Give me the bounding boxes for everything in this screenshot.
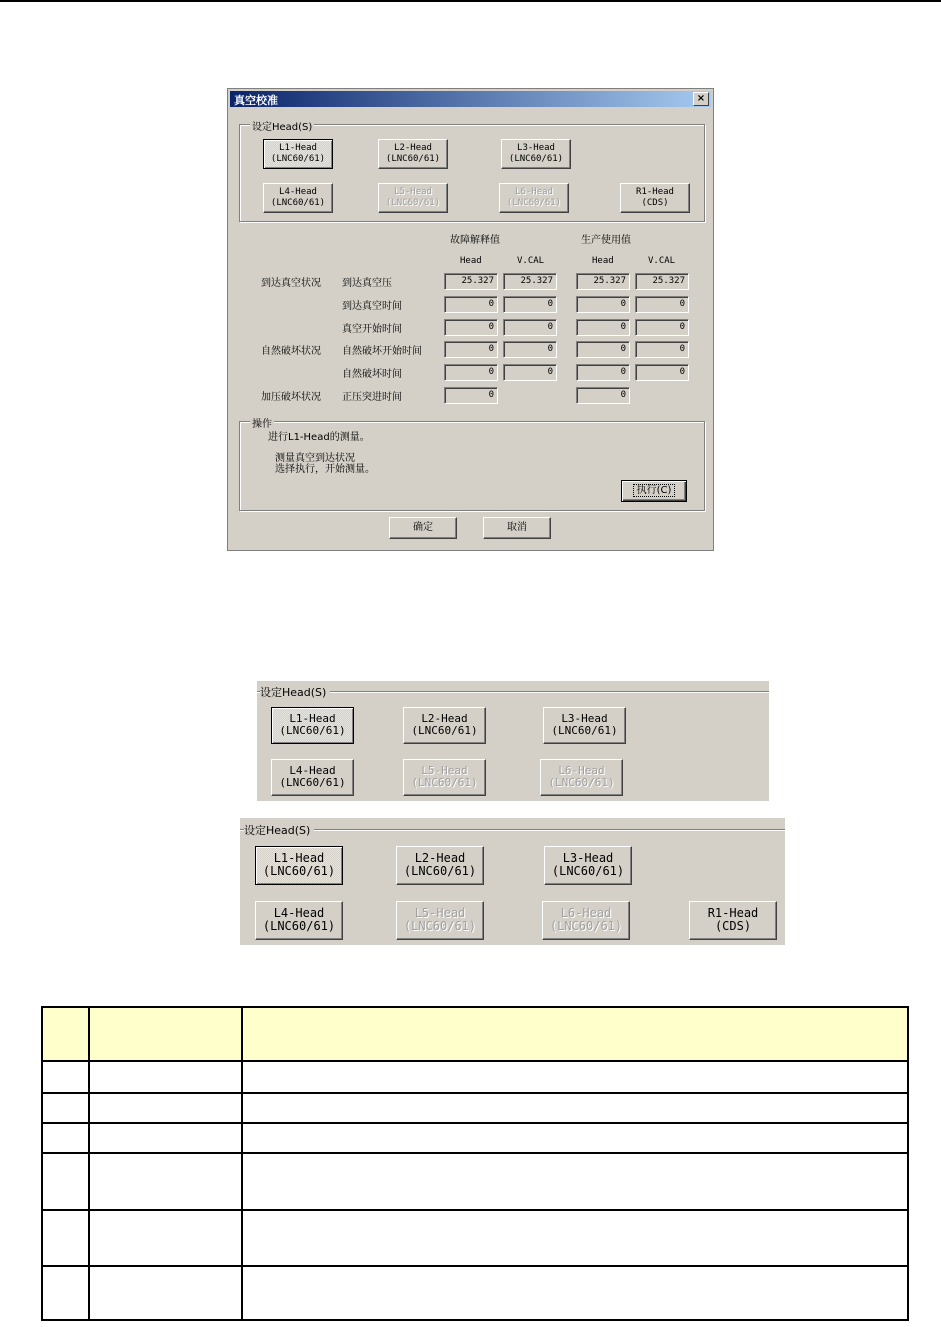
crop1-l1-head-button[interactable]: L1-Head (LNC60/61) [271,707,354,744]
value-field: 25.327 [444,273,498,290]
crop2-l1-head-button[interactable]: L1-Head (LNC60/61) [255,846,343,885]
value-field: 0 [503,296,557,313]
value-field: 0 [635,364,689,381]
r1-head-button[interactable]: R1-Head (CDS) [620,183,690,213]
table-cell [242,1061,908,1093]
value-field: 0 [635,296,689,313]
head-group-crop-six [257,681,769,801]
value-field: 0 [576,341,630,358]
table-cell [89,1266,242,1320]
crop2-l3-head-button[interactable]: L3-Head (LNC60/61) [544,846,632,885]
crop1-l2-head-button[interactable]: L2-Head (LNC60/61) [403,707,486,744]
ok-button[interactable]: 确定 [389,517,457,539]
table-row [42,1061,908,1093]
l1-head-button[interactable]: L1-Head (LNC60/61) [263,139,333,169]
operation-message-1: 进行L1-Head的测量。 [268,432,370,443]
crop2-l6-head-button[interactable]: L6-Head (LNC60/61) [542,901,630,940]
row-label: 真空开始时间 [342,324,402,335]
value-field: 25.327 [635,273,689,290]
execute-button[interactable] [621,480,687,502]
crop2-r1-head-button[interactable]: R1-Head (CDS) [689,901,777,940]
value-field: 25.327 [503,273,557,290]
row-label: 到达真空时间 [342,301,402,312]
section-reach-vacuum: 到达真空状况 [261,278,321,289]
column-vcal-2: V.CAL [648,256,676,266]
crop2-group-label: 设定Head(S) [244,822,314,838]
value-field: 0 [576,319,630,336]
table-header-cell [42,1007,89,1061]
table-cell [242,1093,908,1123]
crop1-l3-head-button[interactable]: L3-Head (LNC60/61) [543,707,626,744]
table-cell [242,1153,908,1210]
table-cell [89,1210,242,1266]
cancel-button[interactable]: 取消 [483,517,551,539]
value-field: 0 [503,364,557,381]
operation-message-3: 选择执行，开始测量。 [275,464,375,475]
table-row [42,1266,908,1320]
row-label: 自然破坏时间 [342,369,402,380]
table-cell [42,1153,89,1210]
value-field: 0 [444,319,498,336]
table-header-row [42,1007,908,1061]
value-field: 0 [503,319,557,336]
crop1-l5-head-button[interactable]: L5-Head (LNC60/61) [403,759,486,796]
value-field: 25.327 [576,273,630,290]
section-natural-break: 自然破坏状况 [261,346,321,357]
crop2-l2-head-button[interactable]: L2-Head (LNC60/61) [396,846,484,885]
section-pressure-break: 加压破坏状况 [261,392,321,403]
value-field: 0 [444,341,498,358]
l3-head-button[interactable]: L3-Head (LNC60/61) [501,139,571,169]
table-cell [42,1093,89,1123]
l2-head-button[interactable]: L2-Head (LNC60/61) [378,139,448,169]
crop1-l6-head-button[interactable]: L6-Head (LNC60/61) [540,759,623,796]
table-cell [42,1123,89,1153]
page-top-rule [0,0,941,2]
table-row [42,1153,908,1210]
column-vcal-1: V.CAL [517,256,545,266]
value-field: 0 [635,319,689,336]
l5-head-button[interactable]: L5-Head (LNC60/61) [378,183,448,213]
column-head-2: Head [592,256,614,266]
table-row [42,1093,908,1123]
crop2-l5-head-button[interactable]: L5-Head (LNC60/61) [396,901,484,940]
value-field: 0 [444,296,498,313]
close-icon[interactable]: × [693,92,709,106]
table-cell [89,1061,242,1093]
head-group-crop-seven [240,818,785,945]
crop1-l4-head-button[interactable]: L4-Head (LNC60/61) [271,759,354,796]
vacuum-calibration-dialog [227,88,714,551]
table-cell [42,1266,89,1320]
description-table [41,1006,909,1321]
value-field: 0 [576,364,630,381]
operation-group-label: 操作 [250,415,274,430]
table-cell [242,1123,908,1153]
table-row [42,1123,908,1153]
head-group-label: 设定Head(S) [250,118,314,133]
value-field: 0 [576,387,630,404]
execute-button-label: 执行(C) [633,484,676,497]
dialog-title: 真空校准 [234,94,278,107]
row-label: 自然破坏开始时间 [342,346,422,357]
table-cell [242,1266,908,1320]
row-label: 到达真空压 [342,278,392,289]
value-field: 0 [576,296,630,313]
table-header-cell [89,1007,242,1061]
table-cell [242,1210,908,1266]
table-cell [89,1123,242,1153]
table-cell [89,1093,242,1123]
operation-group [239,421,705,511]
operation-message-2: 测量真空到达状况 [275,453,355,464]
value-field: 0 [444,364,498,381]
column-head-1: Head [460,256,482,266]
table-cell [89,1153,242,1210]
crop1-group-label: 设定Head(S) [260,684,330,700]
column-group-fault: 故障解释值 [450,235,500,246]
value-field: 0 [503,341,557,358]
table-header-cell [242,1007,908,1061]
table-row [42,1210,908,1266]
row-label: 正压突进时间 [342,392,402,403]
head-select-group [239,124,705,222]
crop2-l4-head-button[interactable]: L4-Head (LNC60/61) [255,901,343,940]
value-field: 0 [635,341,689,358]
table-cell [42,1210,89,1266]
table-cell [42,1061,89,1093]
l6-head-button[interactable]: L6-Head (LNC60/61) [499,183,569,213]
l4-head-button[interactable]: L4-Head (LNC60/61) [263,183,333,213]
column-group-production: 生产使用值 [581,235,631,246]
value-field: 0 [444,387,498,404]
dialog-titlebar[interactable] [230,91,711,107]
